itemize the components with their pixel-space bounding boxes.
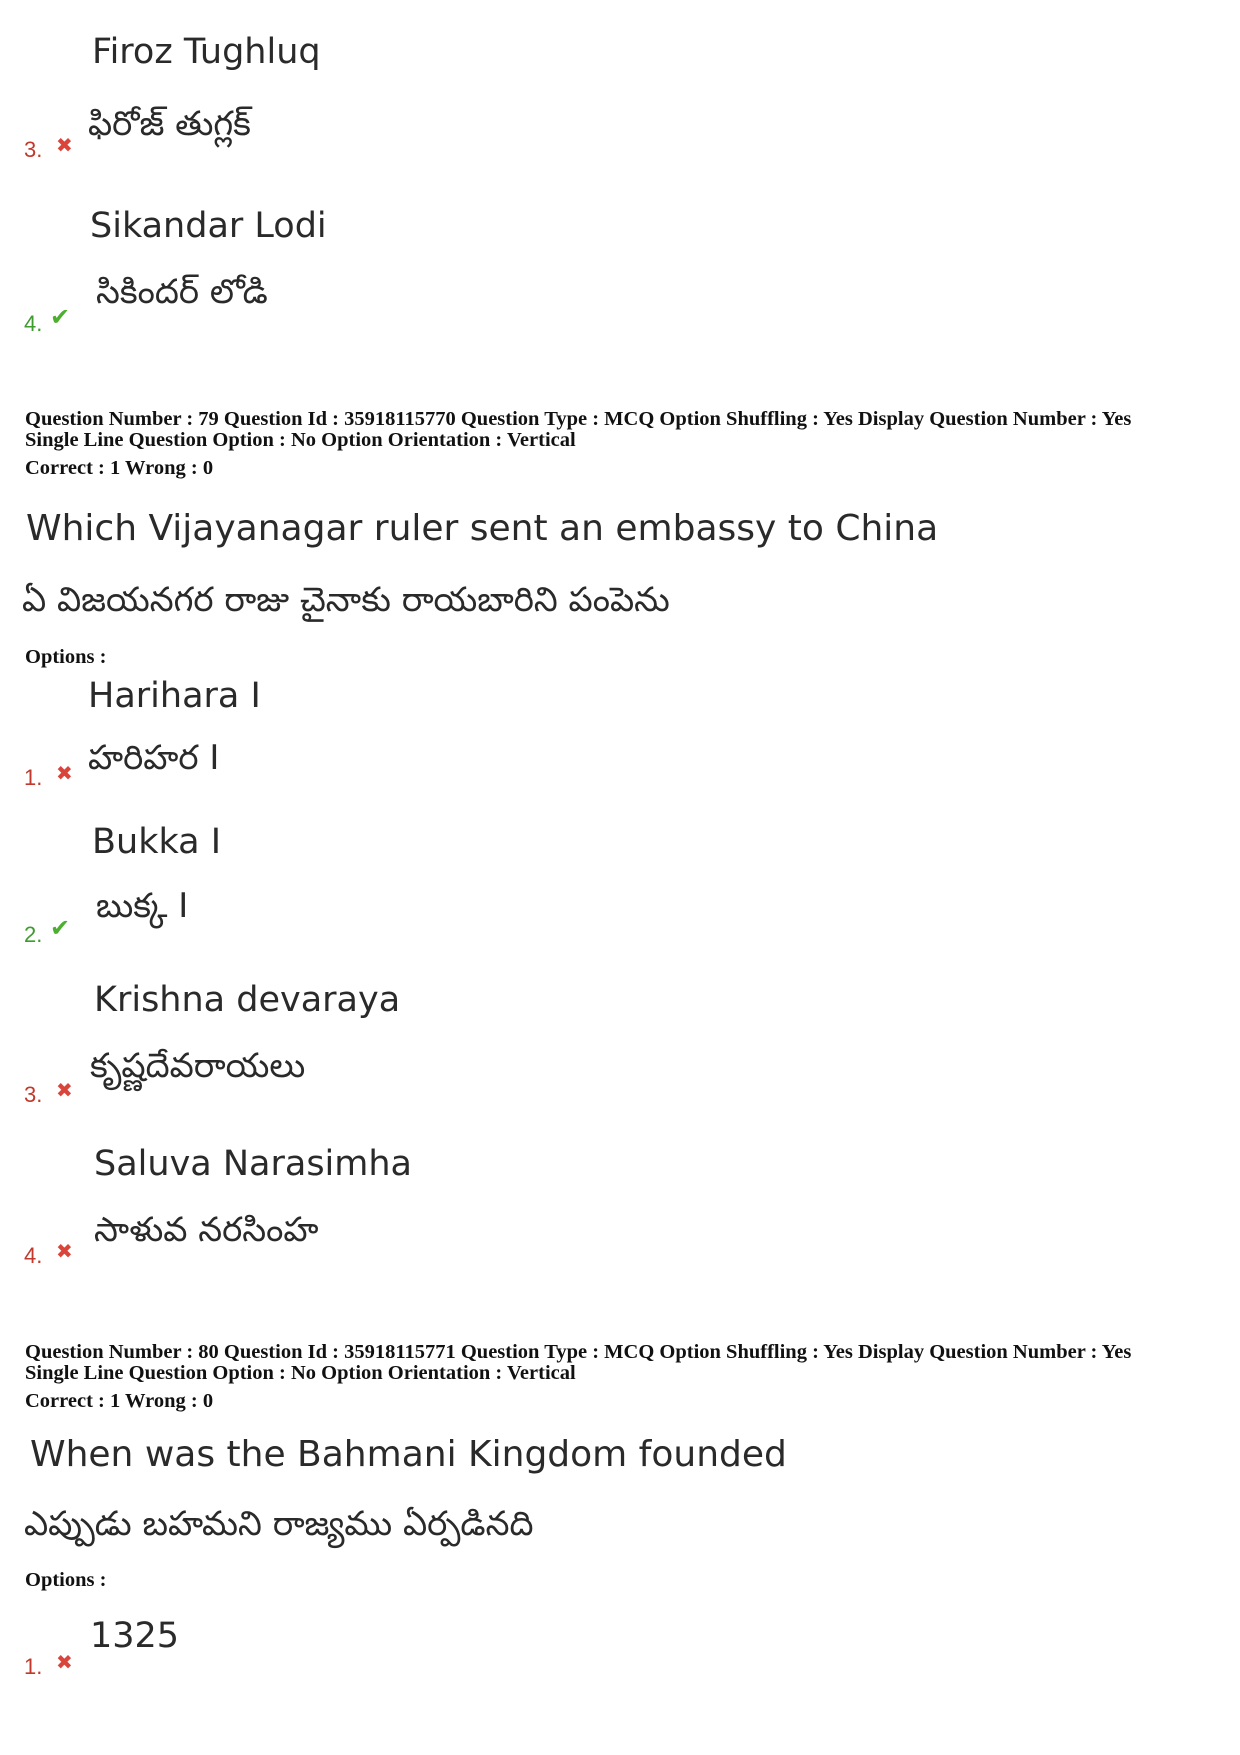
question-english-text: When was the Bahmani Kingdom founded (30, 1434, 787, 1475)
question-meta-line-1: Question Number : 79 Question Id : 35918115770 Question Type : MCQ Option Shuffling : Yes Display Question Number : Yes (25, 408, 1132, 430)
option-telugu-text: హరిహర I (88, 738, 220, 778)
option-number: 3. (24, 1082, 43, 1107)
option-english-text: Saluva Narasimha (94, 1144, 413, 1184)
option-english-text: Bukka I (92, 822, 222, 862)
question-meta-line-1: Question Number : 80 Question Id : 35918115771 Question Type : MCQ Option Shuffling : Yes Display Question Number : Yes (25, 1341, 1132, 1363)
option-telugu-text: సాళువ నరసింహ (94, 1210, 319, 1250)
options-label: Options : (25, 646, 107, 668)
cross-icon: ✖ (56, 1650, 73, 1674)
option-telugu-text: ఫిరోజ్ తుగ్లక్ (88, 104, 251, 144)
question-english-text: Which Vijayanagar ruler sent an embassy to China (26, 508, 939, 549)
option-number: 1. (24, 765, 43, 790)
option-number: 4. (24, 1243, 43, 1268)
cross-icon: ✖ (56, 761, 73, 785)
option-english-text: Sikandar Lodi (90, 206, 327, 246)
option-telugu-text: సికిందర్ లోడి (96, 272, 268, 312)
option-number: 2. (24, 922, 43, 947)
cross-icon: ✖ (56, 1078, 73, 1102)
question-meta-line-3: Correct : 1 Wrong : 0 (25, 457, 214, 479)
question-telugu-text: ఎప్పుడు బహమని రాజ్యము ఏర్పడినది (24, 1504, 534, 1544)
cross-icon: ✖ (56, 1239, 73, 1263)
option-english-text: Harihara I (88, 676, 261, 716)
question-meta-line-3: Correct : 1 Wrong : 0 (25, 1390, 214, 1412)
cross-icon: ✖ (56, 133, 73, 157)
check-icon: ✔ (50, 303, 71, 331)
question-telugu-text: ఏ విజయనగర రాజు చైనాకు రాయబారిని పంపెను (22, 580, 670, 620)
question-meta-line-2: Single Line Question Option : No Option Orientation : Vertical (25, 1362, 576, 1384)
option-number: 1. (24, 1654, 43, 1679)
option-english-text: Krishna devaraya (94, 980, 401, 1020)
option-english-text: Firoz Tughluq (92, 32, 321, 72)
option-number: 3. (24, 137, 43, 162)
check-icon: ✔ (50, 914, 71, 942)
question-meta-line-2: Single Line Question Option : No Option Orientation : Vertical (25, 429, 576, 451)
option-telugu-text: కృష్ణదేవరాయలు (90, 1046, 306, 1086)
options-label: Options : (25, 1569, 107, 1591)
option-number: 4. (24, 311, 43, 336)
option-english-text: 1325 (90, 1616, 180, 1656)
option-telugu-text: బుక్క I (96, 886, 189, 926)
